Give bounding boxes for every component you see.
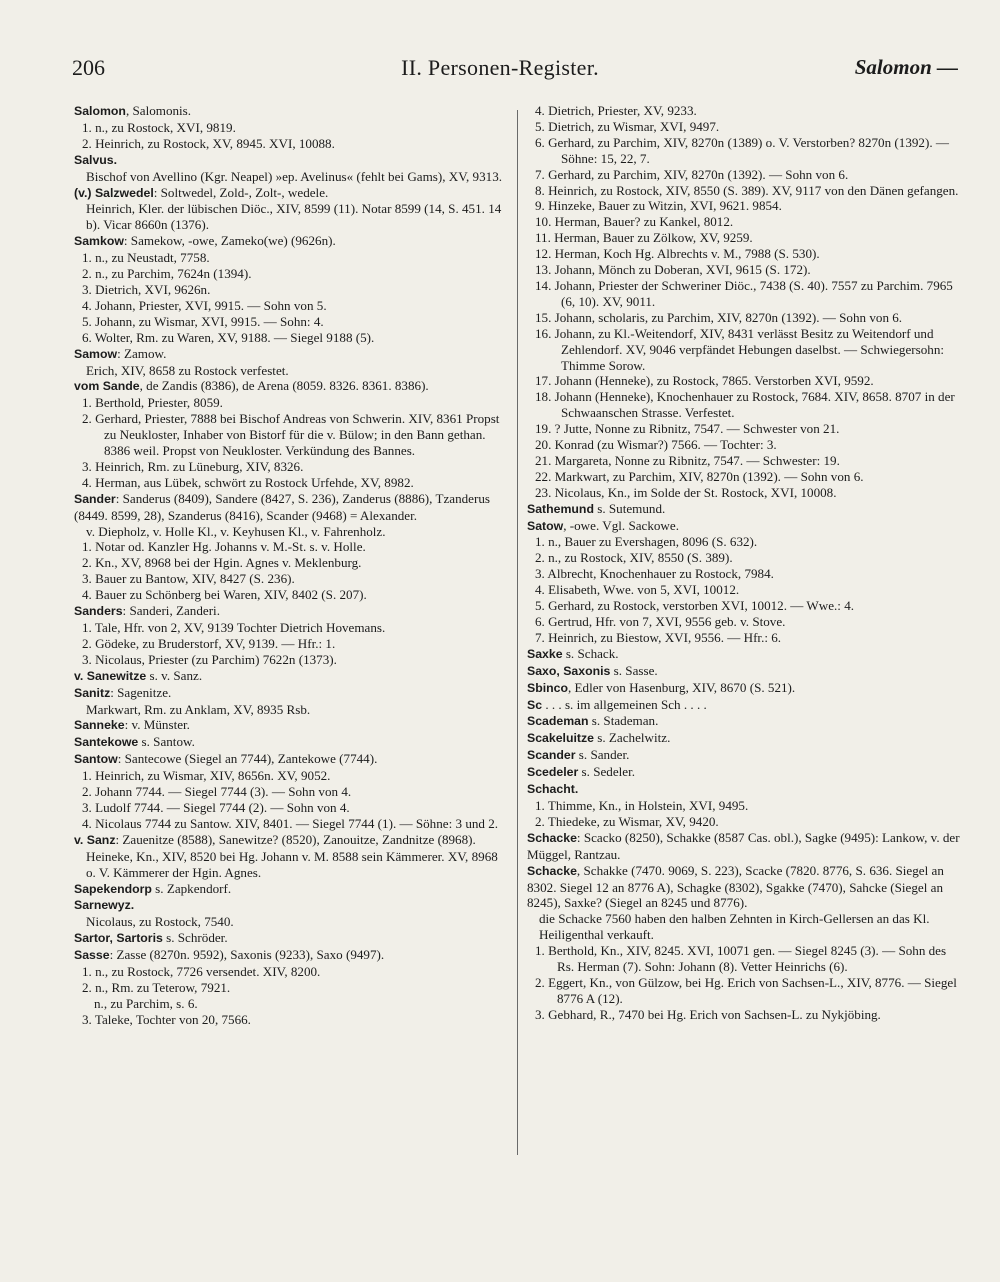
sub-entry: 1. Thimme, Kn., in Holstein, XVI, 9495. xyxy=(535,797,749,813)
sub-entry: 14. Johann, Priester der Schweriner Diöc., 7438 (S. 40). 7557 zu Parchim. 7965 (6, 10). XV, 9011. xyxy=(535,277,953,309)
sub-entry: 9. Hinzeke, Bauer zu Witzin, XVI, 9621. 9854. xyxy=(535,198,782,214)
entry-heading: Saxo, Saxonis s. Sasse. xyxy=(527,662,658,678)
entry-heading: Schacke, Schakke (7470. 9069, S. 223), Scacke (7820. 8776, S. 636. Siegel an 8302. Siegel 12 an 8776 A), Schagke (8302), Sgakke (7470), Sahcke (Siegel an 8245), Saxke? (Siegel an 8245 und 8776). xyxy=(527,862,944,911)
sub-entry: 2. Heinrich, zu Rostock, XV, 8945. XVI, 10088. xyxy=(82,135,335,151)
entry-heading: Satow, -owe. Vgl. Sackowe. xyxy=(527,517,679,533)
entry-heading: Saxke s. Schack. xyxy=(527,645,619,661)
sub-entry: 1. Heinrich, zu Wismar, XIV, 8656n. XV, 9052. xyxy=(82,768,331,784)
sub-entry: 6. Gertrud, Hfr. von 7, XVI, 9556 geb. v. Stove. xyxy=(535,614,786,629)
page-number: 206 xyxy=(72,55,105,80)
entry-heading: Sartor, Sartoris s. Schröder. xyxy=(74,930,228,946)
sub-entry: 5. Dietrich, zu Wismar, XVI, 9497. xyxy=(535,118,720,134)
entry-heading: Samow: Zamow. xyxy=(74,345,167,361)
left-column xyxy=(74,103,510,1028)
entry-heading: Sanders: Sanderi, Zanderi. xyxy=(74,603,220,619)
sub-entry: 3. Albrecht, Knochenhauer zu Rostock, 7984. xyxy=(535,566,774,582)
sub-entry: 19. ? Jutte, Nonne zu Ribnitz, 7547. — Schwester von 21. xyxy=(535,421,840,437)
sub-entry: 2. n., zu Parchim, 7624n (1394). xyxy=(82,266,252,282)
sub-entry: 1. n., zu Rostock, 7726 versendet. XIV, 8200. xyxy=(82,964,321,980)
sub-entry: 6. Gerhard, zu Parchim, XIV, 8270n (1389) o. V. Verstorben? 8270n (1392). — Söhne: 15, 22, 7. xyxy=(535,134,949,166)
entry-heading: Sasse: Zasse (8270n. 9592), Saxonis (9233), Saxo (9497). xyxy=(74,947,385,963)
entry-text: Erich, XIV, 8658 zu Rostock verfestet. xyxy=(86,362,289,378)
entry-text: Heinrich, Kler. der lübischen Diöc., XIV, 8599 (11). Notar 8599 (14, S. 451. 14 b). Vicar 8660n (1376). xyxy=(86,201,502,233)
sub-entry: 12. Herman, Koch Hg. Albrechts v. M., 7988 (S. 530). xyxy=(535,246,820,262)
sub-entry: 1. Tale, Hfr. von 2, XV, 9139 Tochter Dietrich Hovemans. xyxy=(82,620,386,635)
entry-text: Markwart, Rm. zu Anklam, XV, 8935 Rsb. xyxy=(86,701,311,717)
entry-heading: Salvus. xyxy=(74,152,118,167)
sub-entry: 2. Johann 7744. — Siegel 7744 (3). — Sohn von 4. xyxy=(82,784,352,800)
entry-text: Nicolaus, zu Rostock, 7540. xyxy=(86,914,234,930)
entry-heading: Santekowe s. Santow. xyxy=(74,734,195,750)
running-head: Salomon — xyxy=(854,55,958,79)
sub-entry: 1. Berthold, Priester, 8059. xyxy=(82,395,223,411)
sub-entry: 3. Ludolf 7744. — Siegel 7744 (2). — Sohn von 4. xyxy=(82,799,350,815)
sub-entry: 3. Dietrich, XVI, 9626n. xyxy=(82,281,211,297)
sub-entry: 4. Johann, Priester, XVI, 9915. — Sohn von 5. xyxy=(82,297,327,313)
entry-heading: Scedeler s. Sedeler. xyxy=(527,764,636,780)
sub-entry: 4. Elisabeth, Wwe. von 5, XVI, 10012. xyxy=(535,582,740,598)
sub-entry: 4. Nicolaus 7744 zu Santow. XIV, 8401. — Siegel 7744 (1). — Söhne: 3 und 2. xyxy=(82,815,499,831)
entry-text: n., zu Parchim, s. 6. xyxy=(94,995,198,1011)
entry-heading: Sander: Sanderus (8409), Sandere (8427, S. 236), Zanderus (8886), Tzanderus (8449. 8599, 28), Szanderus (8416), Scander (9468) = Alexander. xyxy=(74,490,491,523)
entry-heading: Sathemund s. Sutemund. xyxy=(527,500,666,516)
sub-entry: 18. Johann (Henneke), Knochenhauer zu Rostock, 7684. XIV, 8658. 8707 in der Schwaanschen Strasse. Verfestet. xyxy=(535,389,955,421)
sub-entry: 4. Bauer zu Schönberg bei Waren, XIV, 8402 (S. 207). xyxy=(82,587,367,603)
entry-heading: Salomon, Salomonis. xyxy=(74,103,192,118)
sub-entry: 23. Nicolaus, Kn., im Solde der St. Rostock, XVI, 10008. xyxy=(535,484,837,500)
sub-entry: 3. Heinrich, Rm. zu Lüneburg, XIV, 8326. xyxy=(82,458,304,474)
entry-heading: (v.) Salzwedel: Soltwedel, Zold-, Zolt-, wedele. xyxy=(74,184,329,200)
sub-entry: 3. Nicolaus, Priester (zu Parchim) 7622n (1373). xyxy=(82,651,337,667)
entry-heading: Sbinco, Edler von Hasenburg, XIV, 8670 (S. 521). xyxy=(527,679,796,695)
entry-heading: Sapekendorp s. Zapkendorf. xyxy=(74,880,232,896)
sub-entry: 11. Herman, Bauer zu Zölkow, XV, 9259. xyxy=(535,230,753,246)
sub-entry: 4. Dietrich, Priester, XV, 9233. xyxy=(535,103,697,118)
entry-heading: Santow: Santecowe (Siegel an 7744), Zantekowe (7744). xyxy=(74,751,378,767)
sub-entry: 1. Berthold, Kn., XIV, 8245. XVI, 10071 gen. — Siegel 8245 (3). — Sohn des Rs. Herman (7). Sohn: Johann (8). Vetter Heinrichs (6). xyxy=(535,943,947,975)
sub-entry: 2. Thiedeke, zu Wismar, XV, 9420. xyxy=(535,813,719,829)
sub-entry: 8. Heinrich, zu Rostock, XIV, 8550 (S. 389). XV, 9117 von den Dänen gefangen. xyxy=(535,182,959,198)
sub-entry: 20. Konrad (zu Wismar?) 7566. — Tochter: 3. xyxy=(535,437,777,453)
sub-entry: 3. Bauer zu Bantow, XIV, 8427 (S. 236). xyxy=(82,571,295,587)
entry-heading: Sanneke: v. Münster. xyxy=(74,717,190,733)
entry-heading: Sc . . . s. im allgemeinen Sch . . . . xyxy=(527,696,707,712)
sub-entry: 2. Kn., XV, 8968 bei der Hgin. Agnes v. Meklenburg. xyxy=(82,555,362,571)
sub-entry: 2. Gerhard, Priester, 7888 bei Bischof Andreas von Schwerin. XIV, 8361 Propst zu Neukloster, Inhaber von Bistorf für die v. Bülow; in den Bann gethan. 8386 weil. Propst von Neukloster. Verkündung des Bannes. xyxy=(82,411,500,459)
entry-heading: Sarnewyz. xyxy=(74,898,135,913)
entry-heading: Schacke: Scacko (8250), Schakke (8587 Cas. obl.), Sagke (9495): Lankow, v. der Müggel, Rantzau. xyxy=(527,829,960,862)
sub-entry: 16. Johann, zu Kl.-Weitendorf, XIV, 8431 verlässt Besitz zu Weitendorf und Zehlendorf. XV, 9046 verpfändet Hebungen daselbst. — Schwiegersohn: Thimme Sorow. xyxy=(535,325,945,373)
page-title: II. Personen-Register. xyxy=(401,55,599,80)
sub-entry: 17. Johann (Henneke), zu Rostock, 7865. Verstorben XVI, 9592. xyxy=(535,373,874,389)
sub-entry: 3. Taleke, Tochter von 20, 7566. xyxy=(82,1011,251,1027)
sub-entry: 4. Herman, aus Lübek, schwört zu Rostock Urfehde, XV, 8982. xyxy=(82,474,414,490)
entry-heading: Sanitz: Sagenitze. xyxy=(74,684,172,700)
sub-entry: 2. Gödeke, zu Bruderstorf, XV, 9139. — Hfr.: 1. xyxy=(82,635,336,651)
sub-entry: 15. Johann, scholaris, zu Parchim, XIV, 8270n (1392). — Sohn von 6. xyxy=(535,309,903,325)
sub-entry: 22. Markwart, zu Parchim, XIV, 8270n (1392). — Sohn von 6. xyxy=(535,468,864,484)
sub-entry: 21. Margareta, Nonne zu Ribnitz, 7547. — Schwester: 19. xyxy=(535,452,840,468)
sub-entry: 1. Notar od. Kanzler Hg. Johanns v. M.-St. s. v. Holle. xyxy=(82,539,366,555)
entry-text: v. Diepholz, v. Holle Kl., v. Keyhusen Kl., v. Fahrenholz. xyxy=(86,523,386,539)
entry-text: Bischof von Avellino (Kgr. Neapel) »ep. Avelinus« (fehlt bei Gams), XV, 9313. xyxy=(86,168,503,184)
sub-entry: 5. Gerhard, zu Rostock, verstorben XVI, 10012. — Wwe.: 4. xyxy=(535,598,855,614)
sub-entry: 10. Herman, Bauer? zu Kankel, 8012. xyxy=(535,214,734,230)
entry-heading: vom Sande, de Zandis (8386), de Arena (8059. 8326. 8361. 8386). xyxy=(74,378,429,394)
entry-heading: v. Sanz: Zauenitze (8588), Sanewitze? (8520), Zanouitze, Zandnitze (8968). xyxy=(74,831,476,847)
sub-entry: 2. Eggert, Kn., von Gülzow, bei Hg. Erich von Sachsen-L., XIV, 8776. — Siegel 8776 A (12). xyxy=(535,974,957,1006)
sub-entry: 3. Gebhard, R., 7470 bei Hg. Erich von Sachsen-L. zu Nykjöbing. xyxy=(535,1006,881,1022)
entry-heading: Schacht. xyxy=(527,782,579,797)
entry-heading: Scakeluitze s. Zachelwitz. xyxy=(527,730,671,746)
column-divider xyxy=(517,110,518,1155)
sub-entry: 7. Heinrich, zu Biestow, XVI, 9556. — Hfr.: 6. xyxy=(535,629,782,645)
sub-entry: 2. n., Rm. zu Teterow, 7921. xyxy=(82,979,231,995)
right-column xyxy=(527,103,963,1023)
entry-heading: v. Sanewitze s. v. Sanz. xyxy=(74,667,203,683)
sub-entry: 1. n., zu Neustadt, 7758. xyxy=(82,250,210,266)
sub-entry: 5. Johann, zu Wismar, XVI, 9915. — Sohn: 4. xyxy=(82,313,324,329)
sub-entry: 7. Gerhard, zu Parchim, XIV, 8270n (1392). — Sohn von 6. xyxy=(535,166,849,182)
sub-entry: 1. n., zu Rostock, XVI, 9819. xyxy=(82,119,236,135)
entry-text: die Schacke 7560 haben den halben Zehnten in Kirch-Gellersen an das Kl. Heiligenthal verkauft. xyxy=(539,911,930,943)
sub-entry: 6. Wolter, Rm. zu Waren, XV, 9188. — Siegel 9188 (5). xyxy=(82,329,375,345)
entry-heading: Scademan s. Stademan. xyxy=(527,713,659,729)
sub-entry: 1. n., Bauer zu Evershagen, 8096 (S. 632). xyxy=(535,534,758,550)
sub-entry: 13. Johann, Mönch zu Doberan, XVI, 9615 (S. 172). xyxy=(535,262,811,278)
entry-heading: Samkow: Samekow, -owe, Zameko(we) (9626n). xyxy=(74,233,336,249)
entry-heading: Scander s. Sander. xyxy=(527,747,630,763)
entry-text: Heineke, Kn., XIV, 8520 bei Hg. Johann v. M. 8588 sein Kämmerer. XV, 8968 o. V. Kämmerer der Hgin. Agnes. xyxy=(86,848,498,880)
sub-entry: 2. n., zu Rostock, XIV, 8550 (S. 389). xyxy=(535,550,733,566)
